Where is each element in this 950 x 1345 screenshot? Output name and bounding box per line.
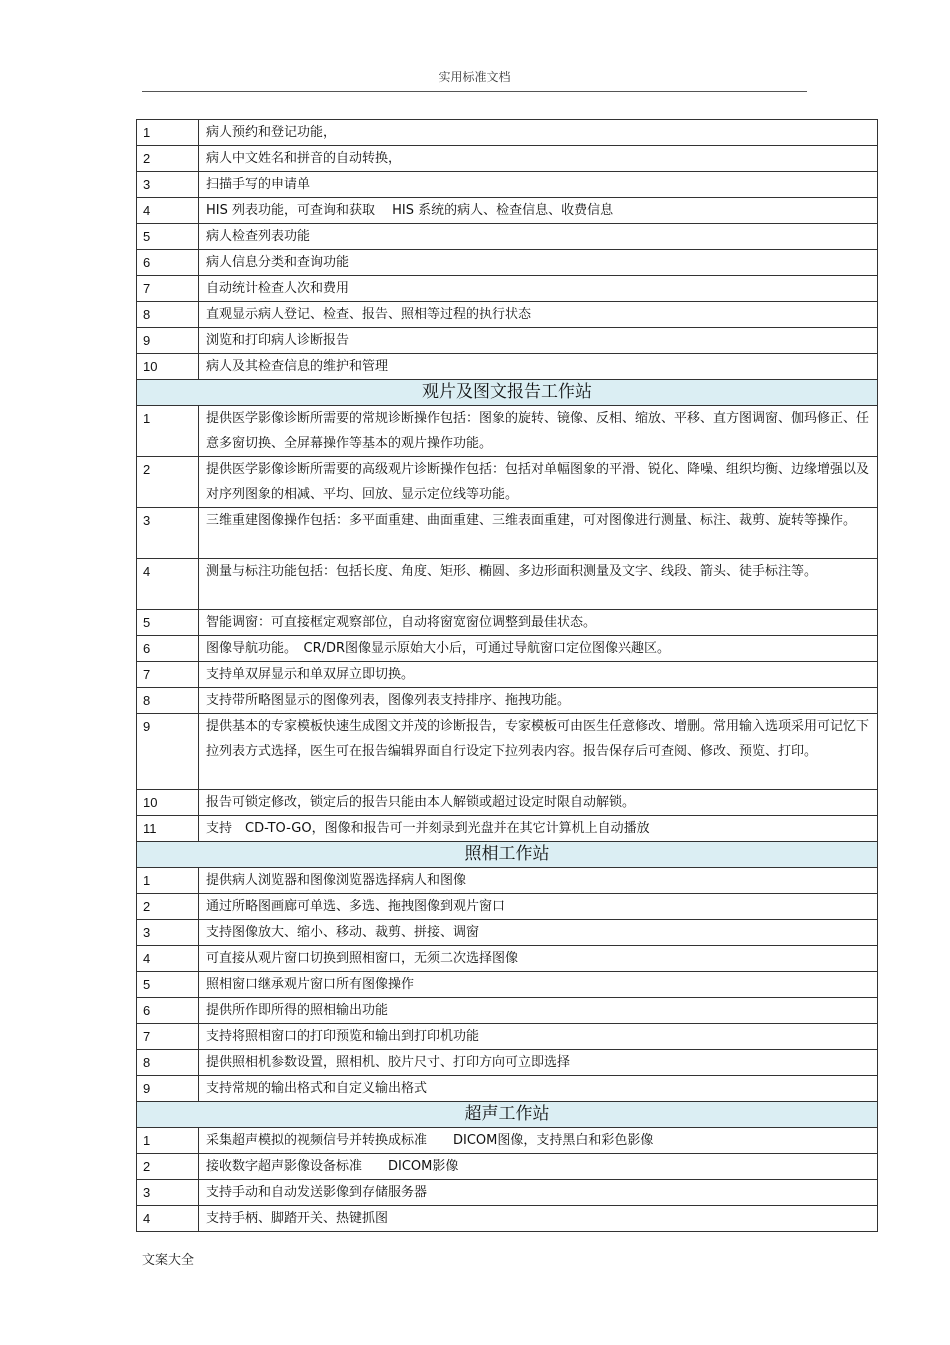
row-number: 3 (137, 1180, 199, 1206)
table-row (137, 457, 878, 508)
section-header-row (137, 1102, 878, 1128)
row-description: 提供病人浏览器和图像浏览器选择病人和图像 (199, 868, 878, 894)
row-number: 3 (137, 172, 199, 198)
row-description: 通过所略图画廊可单选、多选、拖拽图像到观片窗口 (199, 894, 878, 920)
row-number: 8 (137, 688, 199, 714)
row-number: 7 (137, 276, 199, 302)
table-row (137, 1180, 878, 1206)
row-description: 提供医学影像诊断所需要的高级观片诊断操作包括：包括对单幅图象的平滑、锐化、降噪、组织均衡、边缘增强以及对序列图象的相减、平均、回放、显示定位线等功能。 (199, 457, 878, 508)
row-description: 提供所作即所得的照相输出功能 (199, 998, 878, 1024)
row-number: 9 (137, 714, 199, 790)
table-row (137, 1050, 878, 1076)
row-description: 支持带所略图显示的图像列表，图像列表支持排序、拖拽功能。 (199, 688, 878, 714)
row-number: 6 (137, 636, 199, 662)
row-number: 1 (137, 1128, 199, 1154)
row-number: 11 (137, 816, 199, 842)
row-description: 报告可锁定修改，锁定后的报告只能由本人解锁或超过设定时限自动解锁。 (199, 790, 878, 816)
row-number: 8 (137, 302, 199, 328)
row-number: 1 (137, 120, 199, 146)
row-description: HIS 列表功能，可查询和获取 HIS 系统的病人、检查信息、收费信息 (199, 198, 878, 224)
table-row (137, 610, 878, 636)
row-description: 可直接从观片窗口切换到照相窗口，无须二次选择图像 (199, 946, 878, 972)
table-row (137, 920, 878, 946)
row-number: 4 (137, 559, 199, 610)
row-description: 提供照相机参数设置，照相机、胶片尺寸、打印方向可立即选择 (199, 1050, 878, 1076)
section-header-row (137, 842, 878, 868)
spec-table (136, 119, 878, 1232)
row-description: 扫描手写的申请单 (199, 172, 878, 198)
header-rule (142, 91, 807, 92)
page-header: 实用标准文档 (438, 70, 511, 84)
table-row (137, 146, 878, 172)
row-number: 4 (137, 946, 199, 972)
row-description: 病人预约和登记功能， (199, 120, 878, 146)
row-description: 提供医学影像诊断所需要的常规诊断操作包括：图象的旋转、镜像、反相、缩放、平移、直方图调窗、伽玛修正、任意多窗切换、全屏幕操作等基本的观片操作功能。 (199, 406, 878, 457)
row-description: 支持单双屏显示和单双屏立即切换。 (199, 662, 878, 688)
row-number: 6 (137, 998, 199, 1024)
row-number: 7 (137, 1024, 199, 1050)
row-description: 支持 CD-TO-GO，图像和报告可一并刻录到光盘并在其它计算机上自动播放 (199, 816, 878, 842)
row-description: 病人检查列表功能 (199, 224, 878, 250)
row-number: 3 (137, 920, 199, 946)
table-row (137, 636, 878, 662)
row-number: 1 (137, 868, 199, 894)
table-row (137, 328, 878, 354)
row-number: 2 (137, 146, 199, 172)
row-number: 5 (137, 610, 199, 636)
table-row (137, 688, 878, 714)
row-number: 3 (137, 508, 199, 559)
table-row (137, 662, 878, 688)
table-row (137, 406, 878, 457)
spec-table-body (137, 120, 878, 1232)
table-row (137, 1128, 878, 1154)
row-description: 支持将照相窗口的打印预览和输出到打印机功能 (199, 1024, 878, 1050)
row-number: 7 (137, 662, 199, 688)
row-description: 病人信息分类和查询功能 (199, 250, 878, 276)
table-row (137, 302, 878, 328)
row-description: 照相窗口继承观片窗口所有图像操作 (199, 972, 878, 998)
table-row (137, 198, 878, 224)
row-description: 支持手动和自动发送影像到存储服务器 (199, 1180, 878, 1206)
row-number: 1 (137, 406, 199, 457)
table-row (137, 868, 878, 894)
row-number: 2 (137, 894, 199, 920)
table-row (137, 1024, 878, 1050)
table-row (137, 972, 878, 998)
row-number: 4 (137, 1206, 199, 1232)
table-row (137, 894, 878, 920)
row-description: 自动统计检查人次和费用 (199, 276, 878, 302)
row-description: 采集超声模拟的视频信号并转换成标准 DICOM图像，支持黑白和彩色影像 (199, 1128, 878, 1154)
row-number: 9 (137, 328, 199, 354)
table-row (137, 172, 878, 198)
row-description: 测量与标注功能包括：包括长度、角度、矩形、椭圆、多边形面积测量及文字、线段、箭头、徒手标注等。 (199, 559, 878, 610)
row-description: 支持常规的输出格式和自定义输出格式 (199, 1076, 878, 1102)
section-title: 照相工作站 (137, 842, 878, 868)
table-row (137, 1076, 878, 1102)
row-number: 9 (137, 1076, 199, 1102)
table-row (137, 508, 878, 559)
section-title: 超声工作站 (137, 1102, 878, 1128)
row-number: 5 (137, 972, 199, 998)
table-row (137, 120, 878, 146)
row-number: 4 (137, 198, 199, 224)
row-number: 10 (137, 354, 199, 380)
table-row (137, 946, 878, 972)
table-row (137, 998, 878, 1024)
row-description: 智能调窗：可直接框定观察部位，自动将窗宽窗位调整到最佳状态。 (199, 610, 878, 636)
row-description: 接收数字超声影像设备标准 DICOM影像 (199, 1154, 878, 1180)
table-row (137, 224, 878, 250)
row-description: 支持手柄、脚踏开关、热键抓图 (199, 1206, 878, 1232)
row-description: 病人及其检查信息的维护和管理 (199, 354, 878, 380)
row-description: 图像导航功能。 CR/DR图像显示原始大小后，可通过导航窗口定位图像兴趣区。 (199, 636, 878, 662)
row-number: 8 (137, 1050, 199, 1076)
table-row (137, 1206, 878, 1232)
table-row (137, 790, 878, 816)
table-row (137, 816, 878, 842)
row-description: 病人中文姓名和拼音的自动转换， (199, 146, 878, 172)
row-description: 提供基本的专家模板快速生成图文并茂的诊断报告，专家模板可由医生任意修改、增删。常用输入选项采用可记忆下拉列表方式选择，医生可在报告编辑界面自行设定下拉列表内容。报告保存后可查阅、修改、预览、打印。 (199, 714, 878, 790)
row-description: 直观显示病人登记、检查、报告、照相等过程的执行状态 (199, 302, 878, 328)
table-row (137, 559, 878, 610)
section-title: 观片及图文报告工作站 (137, 380, 878, 406)
table-row (137, 714, 878, 790)
row-number: 6 (137, 250, 199, 276)
table-row (137, 354, 878, 380)
section-header-row (137, 380, 878, 406)
row-description: 浏览和打印病人诊断报告 (199, 328, 878, 354)
row-number: 2 (137, 1154, 199, 1180)
table-row (137, 276, 878, 302)
row-number: 10 (137, 790, 199, 816)
table-row (137, 250, 878, 276)
row-number: 5 (137, 224, 199, 250)
page-footer: 文案大全 (142, 1253, 195, 1268)
row-description: 支持图像放大、缩小、移动、裁剪、拼接、调窗 (199, 920, 878, 946)
table-row (137, 1154, 878, 1180)
row-number: 2 (137, 457, 199, 508)
row-description: 三维重建图像操作包括：多平面重建、曲面重建、三维表面重建，可对图像进行测量、标注、裁剪、旋转等操作。 (199, 508, 878, 559)
